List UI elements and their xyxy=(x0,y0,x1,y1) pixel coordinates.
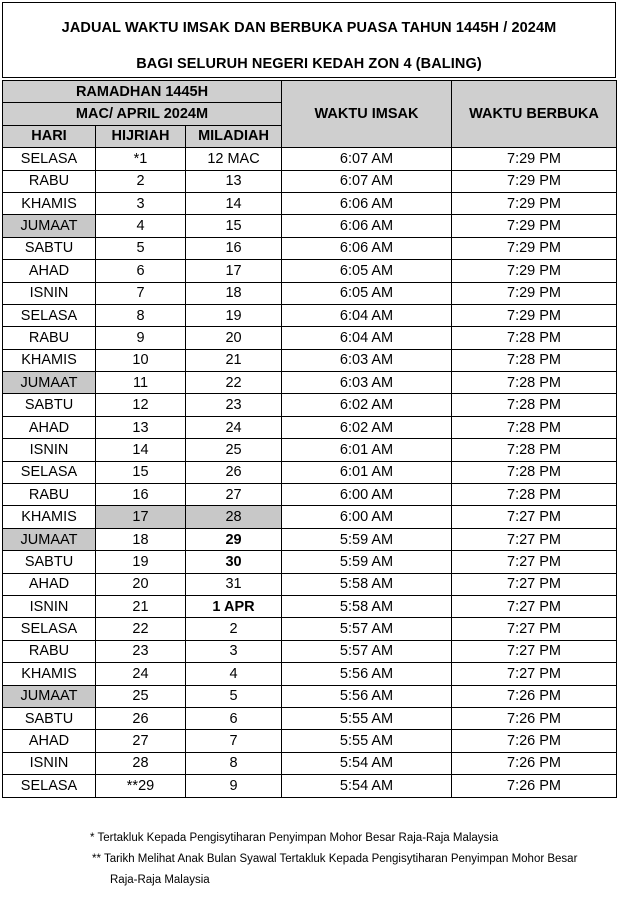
imsak-cell: 6:06 AM xyxy=(282,237,452,259)
hari-cell: RABU xyxy=(3,640,96,662)
table-row xyxy=(3,215,617,237)
hari-cell: RABU xyxy=(3,327,96,349)
table-row xyxy=(3,707,617,729)
berbuka-cell: 7:28 PM xyxy=(452,439,617,461)
miladiah-cell: 20 xyxy=(186,327,282,349)
imsak-cell: 6:07 AM xyxy=(282,148,452,170)
ramadhan-header: RAMADHAN 1445H xyxy=(3,81,282,103)
imsak-cell: 6:02 AM xyxy=(282,394,452,416)
berbuka-cell: 7:28 PM xyxy=(452,349,617,371)
imsak-cell: 5:59 AM xyxy=(282,551,452,573)
hijriah-cell: 12 xyxy=(96,394,186,416)
hari-cell: ISNIN xyxy=(3,282,96,304)
imsak-cell: 6:05 AM xyxy=(282,260,452,282)
hijriah-cell: **29 xyxy=(96,775,186,797)
hijriah-cell: 2 xyxy=(96,170,186,192)
hijriah-cell: 15 xyxy=(96,461,186,483)
table-row xyxy=(3,170,617,192)
table-row xyxy=(3,461,617,483)
imsak-cell: 5:54 AM xyxy=(282,752,452,774)
miladiah-cell: 13 xyxy=(186,170,282,192)
imsak-cell: 5:59 AM xyxy=(282,528,452,550)
imsak-cell: 6:05 AM xyxy=(282,282,452,304)
miladiah-cell: 24 xyxy=(186,416,282,438)
table-row xyxy=(3,484,617,506)
berbuka-cell: 7:27 PM xyxy=(452,573,617,595)
hari-cell: AHAD xyxy=(3,260,96,282)
berbuka-cell: 7:26 PM xyxy=(452,775,617,797)
hari-cell: RABU xyxy=(3,170,96,192)
imsak-cell: 6:04 AM xyxy=(282,304,452,326)
hari-cell: JUMAAT xyxy=(3,215,96,237)
hari-cell: SELASA xyxy=(3,304,96,326)
table-row xyxy=(3,372,617,394)
imsak-cell: 6:01 AM xyxy=(282,439,452,461)
berbuka-header: WAKTU BERBUKA xyxy=(452,81,617,148)
table-row xyxy=(3,528,617,550)
imsak-cell: 5:57 AM xyxy=(282,640,452,662)
miladiah-cell: 1 APR xyxy=(186,595,282,617)
imsak-cell: 6:00 AM xyxy=(282,484,452,506)
imsak-cell: 6:03 AM xyxy=(282,349,452,371)
berbuka-cell: 7:27 PM xyxy=(452,506,617,528)
berbuka-cell: 7:26 PM xyxy=(452,685,617,707)
imsak-cell: 5:56 AM xyxy=(282,685,452,707)
hijriah-cell: 10 xyxy=(96,349,186,371)
berbuka-cell: 7:27 PM xyxy=(452,551,617,573)
hari-cell: AHAD xyxy=(3,730,96,752)
berbuka-cell: 7:29 PM xyxy=(452,148,617,170)
hijriah-cell: 16 xyxy=(96,484,186,506)
hari-cell: AHAD xyxy=(3,416,96,438)
hijriah-cell: 20 xyxy=(96,573,186,595)
hijriah-cell: 26 xyxy=(96,707,186,729)
miladiah-cell: 31 xyxy=(186,573,282,595)
table-row xyxy=(3,685,617,707)
miladiah-header: MILADIAH xyxy=(186,125,282,147)
imsak-cell: 5:55 AM xyxy=(282,730,452,752)
hijriah-cell: 3 xyxy=(96,192,186,214)
imsak-cell: 6:01 AM xyxy=(282,461,452,483)
berbuka-cell: 7:27 PM xyxy=(452,618,617,640)
hijriah-cell: 14 xyxy=(96,439,186,461)
hari-cell: SELASA xyxy=(3,775,96,797)
hari-cell: SELASA xyxy=(3,618,96,640)
hijriah-cell: 17 xyxy=(96,506,186,528)
miladiah-cell: 8 xyxy=(186,752,282,774)
miladiah-cell: 23 xyxy=(186,394,282,416)
miladiah-cell: 21 xyxy=(186,349,282,371)
berbuka-cell: 7:29 PM xyxy=(452,192,617,214)
berbuka-cell: 7:28 PM xyxy=(452,394,617,416)
footnote-2-continued: Raja-Raja Malaysia xyxy=(110,874,210,886)
table-row xyxy=(3,618,617,640)
hijriah-cell: 22 xyxy=(96,618,186,640)
footnote-1: * Tertakluk Kepada Pengisytiharan Penyimpan Mohor Besar Raja-Raja Malaysia xyxy=(90,832,499,844)
table-row xyxy=(3,506,617,528)
berbuka-cell: 7:26 PM xyxy=(452,730,617,752)
hari-cell: JUMAAT xyxy=(3,685,96,707)
miladiah-cell: 9 xyxy=(186,775,282,797)
table-row xyxy=(3,394,617,416)
imsak-cell: 6:06 AM xyxy=(282,215,452,237)
miladiah-cell: 3 xyxy=(186,640,282,662)
hijriah-cell: 24 xyxy=(96,663,186,685)
imsak-cell: 5:57 AM xyxy=(282,618,452,640)
hari-cell: SABTU xyxy=(3,707,96,729)
miladiah-cell: 22 xyxy=(186,372,282,394)
title-box xyxy=(2,2,616,78)
footnote-2: ** Tarikh Melihat Anak Bulan Syawal Tertakluk Kepada Pengisytiharan Penyimpan Mohor Besar xyxy=(92,853,578,865)
hari-cell: ISNIN xyxy=(3,595,96,617)
miladiah-cell: 15 xyxy=(186,215,282,237)
berbuka-cell: 7:27 PM xyxy=(452,663,617,685)
schedule-table xyxy=(2,80,617,798)
hari-cell: SELASA xyxy=(3,148,96,170)
hari-cell: KHAMIS xyxy=(3,663,96,685)
table-row xyxy=(3,775,617,797)
berbuka-cell: 7:28 PM xyxy=(452,461,617,483)
imsak-cell: 6:02 AM xyxy=(282,416,452,438)
berbuka-cell: 7:26 PM xyxy=(452,707,617,729)
hijriah-cell: 11 xyxy=(96,372,186,394)
imsak-cell: 5:54 AM xyxy=(282,775,452,797)
miladiah-cell: 28 xyxy=(186,506,282,528)
hijriah-cell: 19 xyxy=(96,551,186,573)
hari-cell: SABTU xyxy=(3,394,96,416)
berbuka-cell: 7:26 PM xyxy=(452,752,617,774)
hijriah-cell: 5 xyxy=(96,237,186,259)
hijriah-cell: 13 xyxy=(96,416,186,438)
hijriah-cell: 18 xyxy=(96,528,186,550)
hijriah-cell: *1 xyxy=(96,148,186,170)
table-row xyxy=(3,192,617,214)
table-row xyxy=(3,282,617,304)
miladiah-cell: 19 xyxy=(186,304,282,326)
table-row xyxy=(3,551,617,573)
table-row xyxy=(3,349,617,371)
imsak-cell: 5:58 AM xyxy=(282,595,452,617)
imsak-cell: 6:00 AM xyxy=(282,506,452,528)
imsak-cell: 6:04 AM xyxy=(282,327,452,349)
hari-cell: KHAMIS xyxy=(3,192,96,214)
hijriah-cell: 7 xyxy=(96,282,186,304)
hari-cell: SABTU xyxy=(3,237,96,259)
miladiah-cell: 2 xyxy=(186,618,282,640)
hari-cell: SELASA xyxy=(3,461,96,483)
berbuka-cell: 7:27 PM xyxy=(452,640,617,662)
table-row xyxy=(3,327,617,349)
miladiah-cell: 27 xyxy=(186,484,282,506)
miladiah-cell: 12 MAC xyxy=(186,148,282,170)
table-row xyxy=(3,439,617,461)
hijriah-cell: 23 xyxy=(96,640,186,662)
hijriah-header: HIJRIAH xyxy=(96,125,186,147)
hijriah-cell: 21 xyxy=(96,595,186,617)
miladiah-cell: 5 xyxy=(186,685,282,707)
berbuka-cell: 7:28 PM xyxy=(452,372,617,394)
miladiah-cell: 16 xyxy=(186,237,282,259)
page-subtitle: BAGI SELURUH NEGERI KEDAH ZON 4 (BALING) xyxy=(136,56,482,72)
miladiah-cell: 26 xyxy=(186,461,282,483)
table-row xyxy=(3,595,617,617)
table-row xyxy=(3,148,617,170)
hari-cell: ISNIN xyxy=(3,752,96,774)
hijriah-cell: 25 xyxy=(96,685,186,707)
miladiah-cell: 7 xyxy=(186,730,282,752)
imsak-header: WAKTU IMSAK xyxy=(282,81,452,148)
hari-header: HARI xyxy=(3,125,96,147)
berbuka-cell: 7:28 PM xyxy=(452,416,617,438)
month-header: MAC/ APRIL 2024M xyxy=(3,103,282,125)
berbuka-cell: 7:27 PM xyxy=(452,528,617,550)
hari-cell: KHAMIS xyxy=(3,349,96,371)
table-row xyxy=(3,260,617,282)
miladiah-cell: 4 xyxy=(186,663,282,685)
table-row xyxy=(3,752,617,774)
hijriah-cell: 8 xyxy=(96,304,186,326)
miladiah-cell: 6 xyxy=(186,707,282,729)
hijriah-cell: 9 xyxy=(96,327,186,349)
imsak-cell: 6:06 AM xyxy=(282,192,452,214)
hari-cell: RABU xyxy=(3,484,96,506)
berbuka-cell: 7:29 PM xyxy=(452,215,617,237)
table-row xyxy=(3,573,617,595)
berbuka-cell: 7:28 PM xyxy=(452,327,617,349)
imsak-cell: 5:58 AM xyxy=(282,573,452,595)
table-row xyxy=(3,416,617,438)
berbuka-cell: 7:29 PM xyxy=(452,282,617,304)
hijriah-cell: 27 xyxy=(96,730,186,752)
hari-cell: SABTU xyxy=(3,551,96,573)
hijriah-cell: 6 xyxy=(96,260,186,282)
berbuka-cell: 7:27 PM xyxy=(452,595,617,617)
miladiah-cell: 18 xyxy=(186,282,282,304)
miladiah-cell: 29 xyxy=(186,528,282,550)
table-row xyxy=(3,237,617,259)
imsak-cell: 5:55 AM xyxy=(282,707,452,729)
table-row xyxy=(3,640,617,662)
miladiah-cell: 14 xyxy=(186,192,282,214)
hijriah-cell: 28 xyxy=(96,752,186,774)
miladiah-cell: 30 xyxy=(186,551,282,573)
table-row xyxy=(3,730,617,752)
hijriah-cell: 4 xyxy=(96,215,186,237)
miladiah-cell: 25 xyxy=(186,439,282,461)
berbuka-cell: 7:28 PM xyxy=(452,484,617,506)
hari-cell: JUMAAT xyxy=(3,372,96,394)
miladiah-cell: 17 xyxy=(186,260,282,282)
table-row xyxy=(3,663,617,685)
berbuka-cell: 7:29 PM xyxy=(452,260,617,282)
imsak-cell: 5:56 AM xyxy=(282,663,452,685)
page-title: JADUAL WAKTU IMSAK DAN BERBUKA PUASA TAHUN 1445H / 2024M xyxy=(61,20,557,36)
hari-cell: AHAD xyxy=(3,573,96,595)
imsak-cell: 6:03 AM xyxy=(282,372,452,394)
hari-cell: KHAMIS xyxy=(3,506,96,528)
imsak-cell: 6:07 AM xyxy=(282,170,452,192)
berbuka-cell: 7:29 PM xyxy=(452,237,617,259)
hari-cell: ISNIN xyxy=(3,439,96,461)
berbuka-cell: 7:29 PM xyxy=(452,170,617,192)
hari-cell: JUMAAT xyxy=(3,528,96,550)
table-row xyxy=(3,304,617,326)
berbuka-cell: 7:29 PM xyxy=(452,304,617,326)
